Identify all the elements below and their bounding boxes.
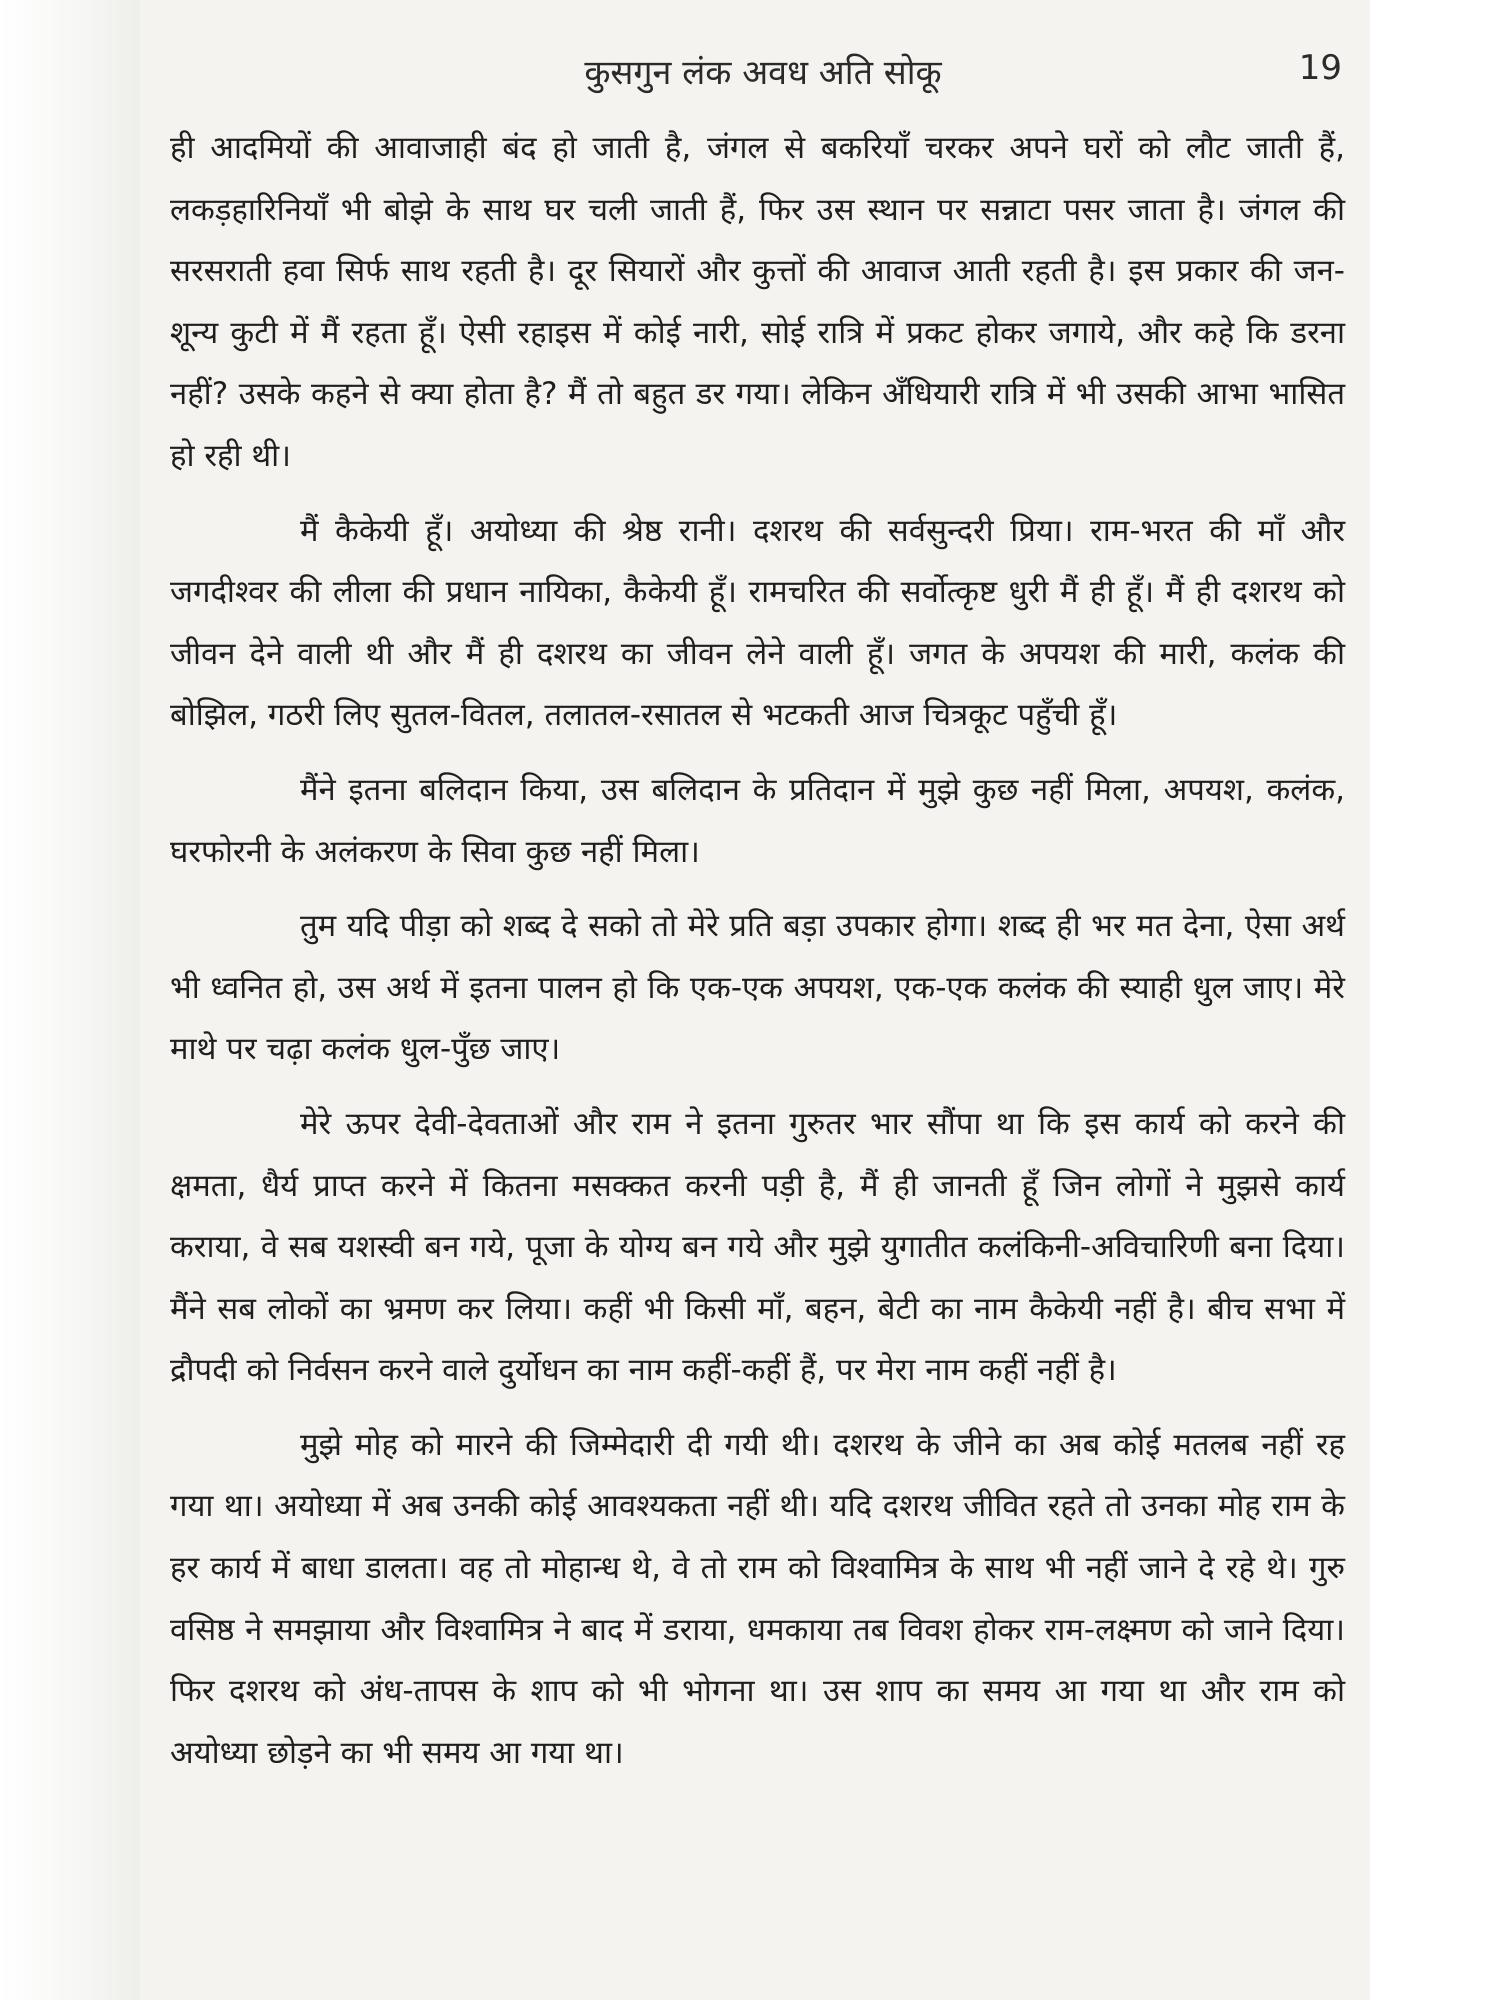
paragraph-3: मैंने इतना बलिदान किया, उस बलिदान के प्रतिदान में मुझे कुछ नहीं मिला, अपयश, कलंक, घरफोरनी के अलंकरण के सिवा कुछ नहीं मिला।	[170, 771, 1345, 870]
paragraph-5: मेरे ऊपर देवी-देवताओं और राम ने इतना गुरुतर भार सौंपा था कि इस कार्य को करने की क्षमता, धैर्य प्राप्त करने में कितना मसक्कत करनी पड़ी है, मैं ही जानती हूँ जिन लोगों ने मुझसे कार्य कराया, वे सब यशस्वी बन गये, पूजा के योग्य बन गये और मुझे युगातीत कलंकिनी-अविचारिणी बना दिया। मैंने सब लोकों का भ्रमण कर लिया। कहीं भी किसी माँ, बहन, बेटी का नाम कैकेयी नहीं है। बीच सभा में द्रौपदी को निर्वसन करने वाले दुर्योधन का नाम कहीं-कहीं हैं, पर मेरा नाम कहीं नहीं है।	[170, 1105, 1345, 1389]
paragraph-6: मुझे मोह को मारने की जिम्मेदारी दी गयी थी। दशरथ के जीने का अब कोई मतलब नहीं रह गया था। अयोध्या में अब उनकी कोई आवश्यकता नहीं थी। यदि दशरथ जीवित रहते तो उनका मोह राम के हर कार्य में बाधा डालता। वह तो मोहान्ध थे, वे तो राम को विश्वामित्र के साथ भी नहीं जाने दे रहे थे। गुरु वसिष्ठ ने समझाया और विश्वामित्र ने बाद में डराया, धमकाया तब विवश होकर राम-लक्ष्मण को जाने दिया। फिर दशरथ को अंध-तापस के शाप को भी भोगना था। उस शाप का समय आ गया था और राम को अयोध्या छोड़ने का भी समय आ गया था।	[170, 1426, 1345, 1771]
page-right-margin	[1370, 0, 1500, 2000]
paragraph-1: ही आदमियों की आवाजाही बंद हो जाती है, जंगल से बकरियाँ चरकर अपने घरों को लौट जाती हैं, लकड़हारिनियाँ भी बोझे के साथ घर चली जाती हैं, फिर उस स्थान पर सन्नाटा पसर जाता है। जंगल की सरसराती हवा सिर्फ साथ रहती है। दूर सियारों और कुत्तों की आवाज आती रहती है। इस प्रकार की जन-शून्य कुटी में मैं रहता हूँ। ऐसी रहाइस में कोई नारी, सोई रात्रि में प्रकट होकर जगाये, और कहे कि डरना नहीं? उसके कहने से क्या होता है? मैं तो बहुत डर गया। लेकिन अँधियारी रात्रि में भी उसकी आभा भासित हो रही थी।	[170, 130, 1345, 474]
running-title: कुसगुन लंक अवध अति सोकू	[584, 53, 942, 93]
page-left-margin	[0, 0, 140, 2000]
paragraph-2: मैं कैकेयी हूँ। अयोध्या की श्रेष्ठ रानी। दशरथ की सर्वसुन्दरी प्रिया। राम-भरत की माँ और जगदीश्वर की लीला की प्रधान नायिका, कैकेयी हूँ। रामचरित की सर्वोत्कृष्ट धुरी मैं ही हूँ। मैं ही दशरथ को जीवन देने वाली थी और मैं ही दशरथ का जीवन लेने वाली हूँ। जगत के अपयश की मारी, कलंक की बोझिल, गठरी लिए सुतल-वितल, तलातल-रसातल से भटकती आज चित्रकूट पहुँची हूँ।	[170, 512, 1345, 734]
body-text	[170, 118, 1345, 1797]
page-number: 19	[1298, 48, 1342, 88]
page-header	[168, 48, 1358, 108]
paragraph-4: तुम यदि पीड़ा को शब्द दे सको तो मेरे प्रति बड़ा उपकार होगा। शब्द ही भर मत देना, ऐसा अर्थ भी ध्वनित हो, उस अर्थ में इतना पालन हो कि एक-एक अपयश, एक-एक कलंक की स्याही धुल जाए। मेरे माथे पर चढ़ा कलंक धुल-पुँछ जाए।	[170, 908, 1345, 1068]
